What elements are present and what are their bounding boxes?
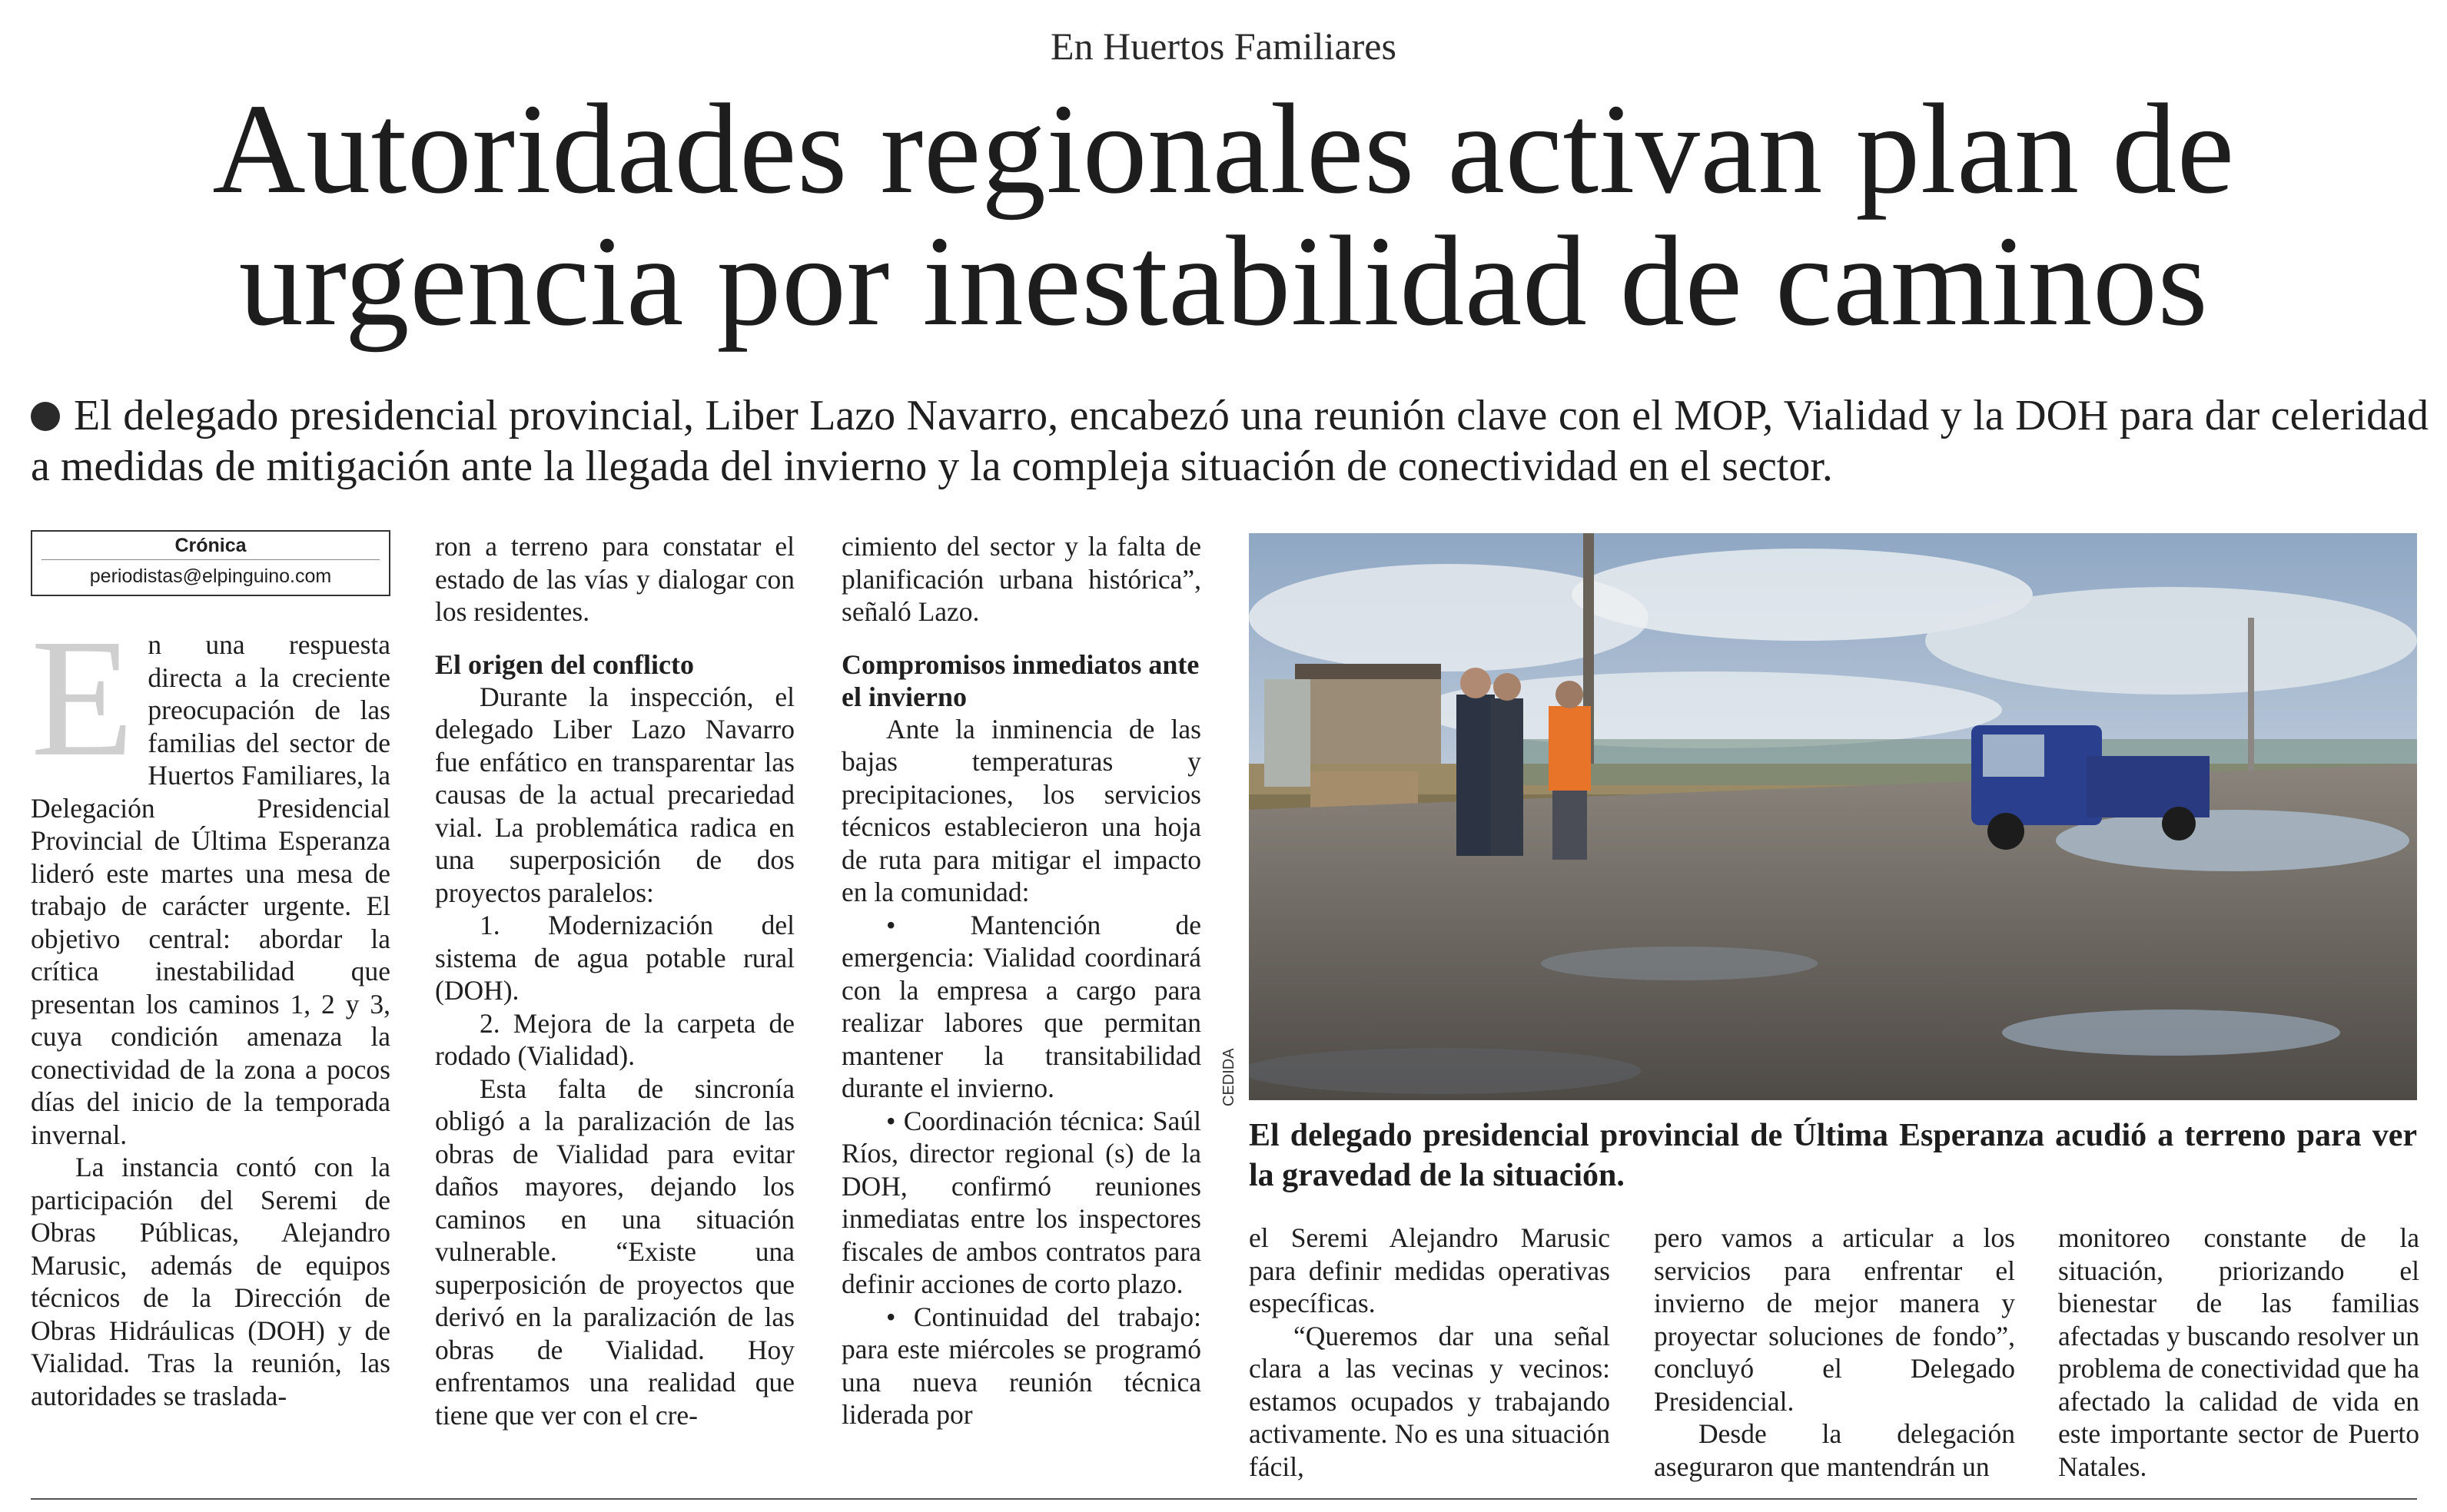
column-2 (435, 530, 795, 1490)
bottom-rule (31, 1498, 2417, 1500)
news-photo (1249, 533, 2417, 1100)
col2-paragraph-3: 2. Mejora de la carpeta de rodado (Vialidad). (435, 1007, 795, 1071)
deck-text: El delegado presidencial provincial, Liber Lazo Navarro, encabezó una reunión clave con el MOP, Vialidad y la DOH para dar celeridad a medidas de mitigación ante la llegada del invierno y la compleja situación de conectividad en el sector. (31, 392, 2429, 490)
subheading-origen: El origen del conflicto (435, 648, 694, 680)
col4-paragraph-0: el Seremi Alejandro Marusic para definir medidas operativas específicas. (1249, 1222, 1610, 1318)
bullet-icon (31, 402, 60, 431)
col5-paragraph-1: Desde la delegación aseguraron que mantendrán un (1654, 1418, 2015, 1482)
col3-paragraph-4: • Continuidad del trabajo: para este miércoles se programó una nueva reunión técnica liderada por (842, 1301, 1201, 1430)
col2-paragraph-4: Esta falta de sincronía obligó a la paralización de las obras de Vialidad para evitar daños mayores, dejando los caminos en una situación vulnerable. “Existe una superposición de proyectos que derivó en la paralización de las obras de Vialidad. Hoy enfrentamos una realidad que tiene que ver con el cre- (435, 1073, 795, 1431)
deck (31, 390, 2429, 513)
headline (31, 78, 2416, 353)
col3-paragraph-1: Ante la inminencia de las bajas temperaturas y precipitaciones, los servicios técnicos establecieron una hoja de ruta para mitigar el impacto en la comunidad: (842, 713, 1201, 907)
column-1 (31, 530, 390, 1490)
photo-illustration (1249, 533, 2417, 1100)
photo-caption: El delegado presidencial provincial de Última Esperanza acudió a terreno para ver la gravedad de la situación. (1249, 1118, 2417, 1193)
col2-paragraph-1: Durante la inspección, el delegado Liber Lazo Navarro fue enfático en transparentar las causas de la actual precariedad vial. La problemática radica en una superposición de dos proyectos paralelos: (435, 681, 795, 908)
col2-paragraph-0: ron a terreno para constatar el estado de las vías y dialogar con los residentes. (435, 531, 795, 627)
col6-paragraph-0: monitoreo constante de la situación, priorizando el bienestar de las familias afectadas y buscando resolver un problema de conectividad que ha afectado la calidad de vida en este importante sector de Puerto Natales. (2058, 1222, 2419, 1482)
column-4 (1249, 1222, 1610, 1498)
subheading-compromisos: Compromisos inmediatos ante el invierno (842, 648, 1200, 712)
col3-paragraph-2: • Mantención de emergencia: Vialidad coordinará con la empresa a cargo para realizar labores que permitan mantener la transitabilidad durante el invierno. (842, 909, 1201, 1103)
byline-section: Crónica (42, 532, 380, 560)
byline-box (31, 530, 390, 596)
col1-paragraph-2: La instancia contó con la participación del Seremi de Obras Públicas, Alejandro Marusic, además de equipos técnicos de la Dirección de Obras Hidráulicas (DOH) y de Vialidad. Tras la reunión, las autoridades se traslada- (31, 1152, 390, 1411)
headline-line-2: urgencia por inestabilidad de caminos (238, 210, 2209, 353)
col3-paragraph-3: • Coordinación técnica: Saúl Ríos, director regional (s) de la DOH, confirmó reuniones inmediatas entre los inspectores fiscales de ambos contratos para definir acciones de corto plazo. (842, 1105, 1201, 1299)
col4-paragraph-1: “Queremos dar una señal clara a las vecinas y vecinos: estamos ocupados y trabajando activamente. No es una situación fácil, (1249, 1320, 1610, 1482)
byline-email[interactable]: periodistas@elpinguino.com (89, 565, 332, 587)
drop-cap: E (31, 604, 134, 791)
headline-line-1: Autoridades regionales activan plan de (212, 78, 2235, 220)
col5-paragraph-0: pero vamos a articular a los servicios para enfrentar el invierno de mejor manera y proyectar soluciones de fondo”, concluyó el Delegado Presidencial. (1654, 1222, 2015, 1417)
column-6 (2058, 1222, 2419, 1498)
col2-paragraph-2: 1. Modernización del sistema de agua potable rural (DOH). (435, 910, 795, 1006)
kicker: En Huertos Familiares (1051, 25, 1396, 68)
column-3 (842, 530, 1201, 1490)
column-5 (1654, 1222, 2015, 1498)
photo-credit: CEDIDA (1220, 1048, 1237, 1106)
col3-paragraph-0: cimiento del sector y la falta de planificación urbana histórica”, señaló Lazo. (842, 531, 1201, 627)
col1-paragraph-1: n una respuesta directa a la creciente preocupación de las familias del sector de Huertos Familiares, la Delegación Presidencial Provincial de Última Esperanza lideró este martes una mesa de trabajo de carácter urgente. El objetivo central: abordar la crítica inestabilidad que presentan los caminos 1, 2 y 3, cuya condición amenaza la conectividad de la zona a pocos días del inicio de la temporada invernal. (31, 629, 390, 1150)
